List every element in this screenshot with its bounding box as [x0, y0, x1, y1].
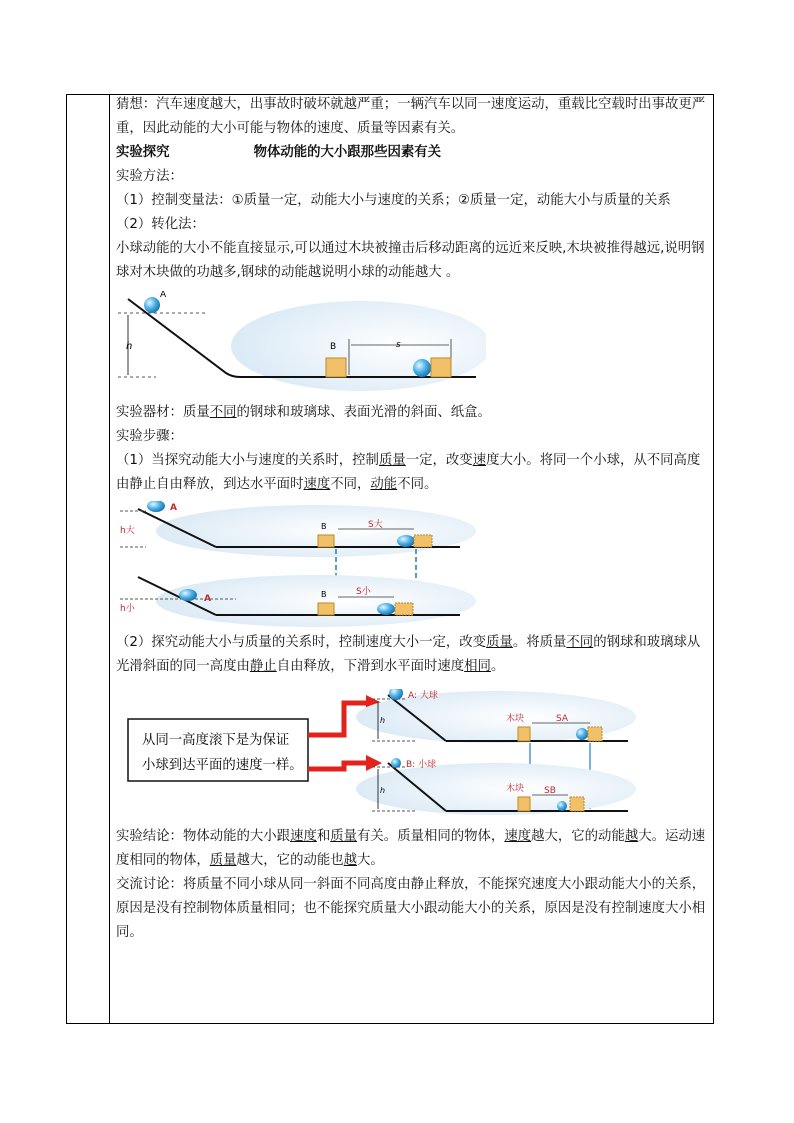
step2-underline-3: 静止	[249, 659, 277, 674]
panel-b-h-label: h	[380, 786, 386, 795]
sa-label: SA	[556, 714, 569, 724]
guess-paragraph: 猜想：汽车速度越大，出事故时破坏就越严重；一辆汽车以同一速度运动，重载比空载时出事故更严重，因此动能的大小可能与物体的速度、质量等因素有关。	[116, 97, 706, 136]
block-moved	[431, 358, 451, 377]
ball-small-label: B: 小球	[406, 760, 437, 770]
method-conversion-text: 小球动能的大小不能直接显示,可以通过木块被撞击后移动距离的远近来反映,木块被推得越远,说明钢球对木块做的功越多,钢球的动能越说明小球的动能越大 。	[116, 241, 705, 280]
step2-text-3: 的钢球和玻璃球从光滑斜面的同一高度由	[116, 635, 701, 674]
panel-bottom-block-label: B	[321, 590, 327, 599]
step1-text-2: 一定，改变	[405, 453, 473, 468]
figure-same-height	[116, 689, 636, 823]
method-control-variables: （1）控制变量法：①质量一定，动能大小与速度的关系；②质量一定，动能大小与质量的关系	[116, 193, 671, 208]
step1-underline-1: 质量	[378, 453, 406, 468]
step2-text-2: 。将质量	[512, 635, 567, 650]
equipment-line	[116, 401, 710, 425]
h-small-label: h小	[120, 604, 135, 614]
discussion: 交流讨论：将质量不同小球从同一斜面不同高度由静止释放，不能探究速度大小跟动能大小的关系，原因是没有控制物体质量相同；也不能探究质量大小跟动能大小的关系，原因是没有控制速度大小相同。	[116, 877, 706, 940]
block-bottom-moved	[570, 797, 584, 811]
steps-title: 实验步骤：	[116, 429, 183, 444]
block-top-moved	[588, 727, 602, 741]
heading-left: 实验探究	[116, 145, 170, 160]
block-top	[518, 727, 530, 741]
s-label: s	[396, 340, 401, 350]
figure-different-heights	[116, 501, 476, 631]
conclusion-underline-6: 越	[343, 853, 358, 868]
ball-a	[144, 297, 160, 313]
block-top-label: 木块	[506, 714, 525, 724]
conclusion-underline-1: 速度	[290, 829, 317, 844]
ball-big-end	[576, 728, 588, 740]
conclusion	[116, 825, 710, 873]
conclusion-underline-3: 速度	[504, 829, 532, 844]
panel-bottom-ball	[179, 589, 197, 601]
block-b	[326, 358, 346, 377]
conclusion-text-2: 和	[316, 829, 331, 844]
conclusion-text-7: 大。	[357, 853, 384, 868]
conclusion-text-5: 大。运动速度相同的物体，	[116, 829, 706, 868]
conclusion-text-3: 有关。质量相同的物体，	[357, 829, 505, 844]
ball-small-end	[557, 801, 567, 811]
note-line-2: 小球到达平面的速度一样。	[142, 758, 303, 773]
conclusion-underline-2: 质量	[330, 829, 358, 844]
step2-underline-1: 质量	[486, 635, 513, 650]
step1-text-4: 不同，	[330, 477, 371, 492]
panel-top-block-moved	[414, 535, 432, 547]
arrow-bottom	[308, 763, 368, 769]
conclusion-underline-4: 越	[624, 829, 639, 844]
step2-text-5: 。	[490, 659, 505, 674]
panel-bottom-block-moved	[395, 603, 413, 615]
method-title: 实验方法：	[116, 169, 183, 184]
step1-text-5: 不同。	[397, 477, 438, 492]
block-bottom-label: 木块	[506, 784, 525, 794]
step2-text-4: 自由释放，下滑到水平面时速度	[276, 659, 465, 674]
column-divider	[109, 94, 110, 1024]
step1-underline-2: 速	[472, 453, 487, 468]
conclusion-text-6: 越大，它的动能也	[236, 853, 344, 868]
ball-a-label: A	[160, 291, 167, 300]
panel-bottom-ball-end	[377, 603, 395, 615]
step-1	[116, 449, 710, 497]
ball-big-label: A: 大球	[408, 691, 438, 701]
step1-underline-3: 速度	[303, 477, 331, 492]
figure-incline-setup	[116, 291, 486, 395]
h-big-label: h大	[120, 526, 135, 536]
block-b-label: B	[330, 342, 337, 352]
ball-small	[391, 758, 401, 768]
block-bottom	[518, 797, 530, 811]
ball-at-block	[413, 359, 431, 377]
step1-text-1: （1）当探究动能大小与速度的关系时，控制	[116, 453, 379, 468]
step1-underline-4: 动能	[370, 477, 398, 492]
equipment-suffix: 的钢球和玻璃球、表面光滑的斜面、纸盒。	[236, 405, 491, 420]
s-small-label: S小	[356, 587, 371, 597]
panel-bottom-block	[318, 603, 334, 615]
conclusion-text-4: 越大，它的动能	[531, 829, 625, 844]
s-big-label: S大	[368, 520, 383, 530]
method-conversion: （2）转化法：	[116, 217, 205, 232]
heading-right: 物体动能的大小跟那些因素有关	[253, 145, 442, 160]
equipment-prefix: 实验器材：质量	[116, 405, 210, 420]
panel-top-ball-end	[397, 535, 415, 547]
step2-underline-2: 不同	[566, 635, 594, 650]
panel-top-block	[318, 535, 334, 547]
step2-text-1: （2）探究动能大小与质量的关系时，控制速度大小一定，改变	[116, 635, 487, 650]
panel-bottom-ball-label: A	[204, 594, 211, 604]
conclusion-underline-5: 质量	[209, 853, 237, 868]
panel-top-background	[156, 505, 476, 557]
step-2	[116, 631, 710, 679]
panel-top-block-label: B	[321, 522, 327, 531]
lesson-content	[116, 94, 710, 945]
conclusion-text-1: 实验结论：物体动能的大小跟	[116, 829, 291, 844]
panel-top-ball	[147, 501, 165, 512]
panel-a-h-label: h	[380, 716, 386, 725]
arrow-bottom-head	[366, 755, 382, 771]
h-label: h	[126, 341, 133, 352]
note-line-1: 从同一高度滚下是为保证	[142, 733, 290, 748]
experiment-heading	[116, 141, 710, 165]
step2-underline-4: 相同	[464, 659, 491, 674]
sb-label: SB	[544, 786, 556, 796]
step1-text-3: 度大小。将同一个小球，从不同高度由静止自由释放，到达水平面时	[116, 453, 701, 492]
panel-top-ball-label: A	[170, 503, 177, 513]
equipment-underlined: 不同	[209, 405, 237, 420]
